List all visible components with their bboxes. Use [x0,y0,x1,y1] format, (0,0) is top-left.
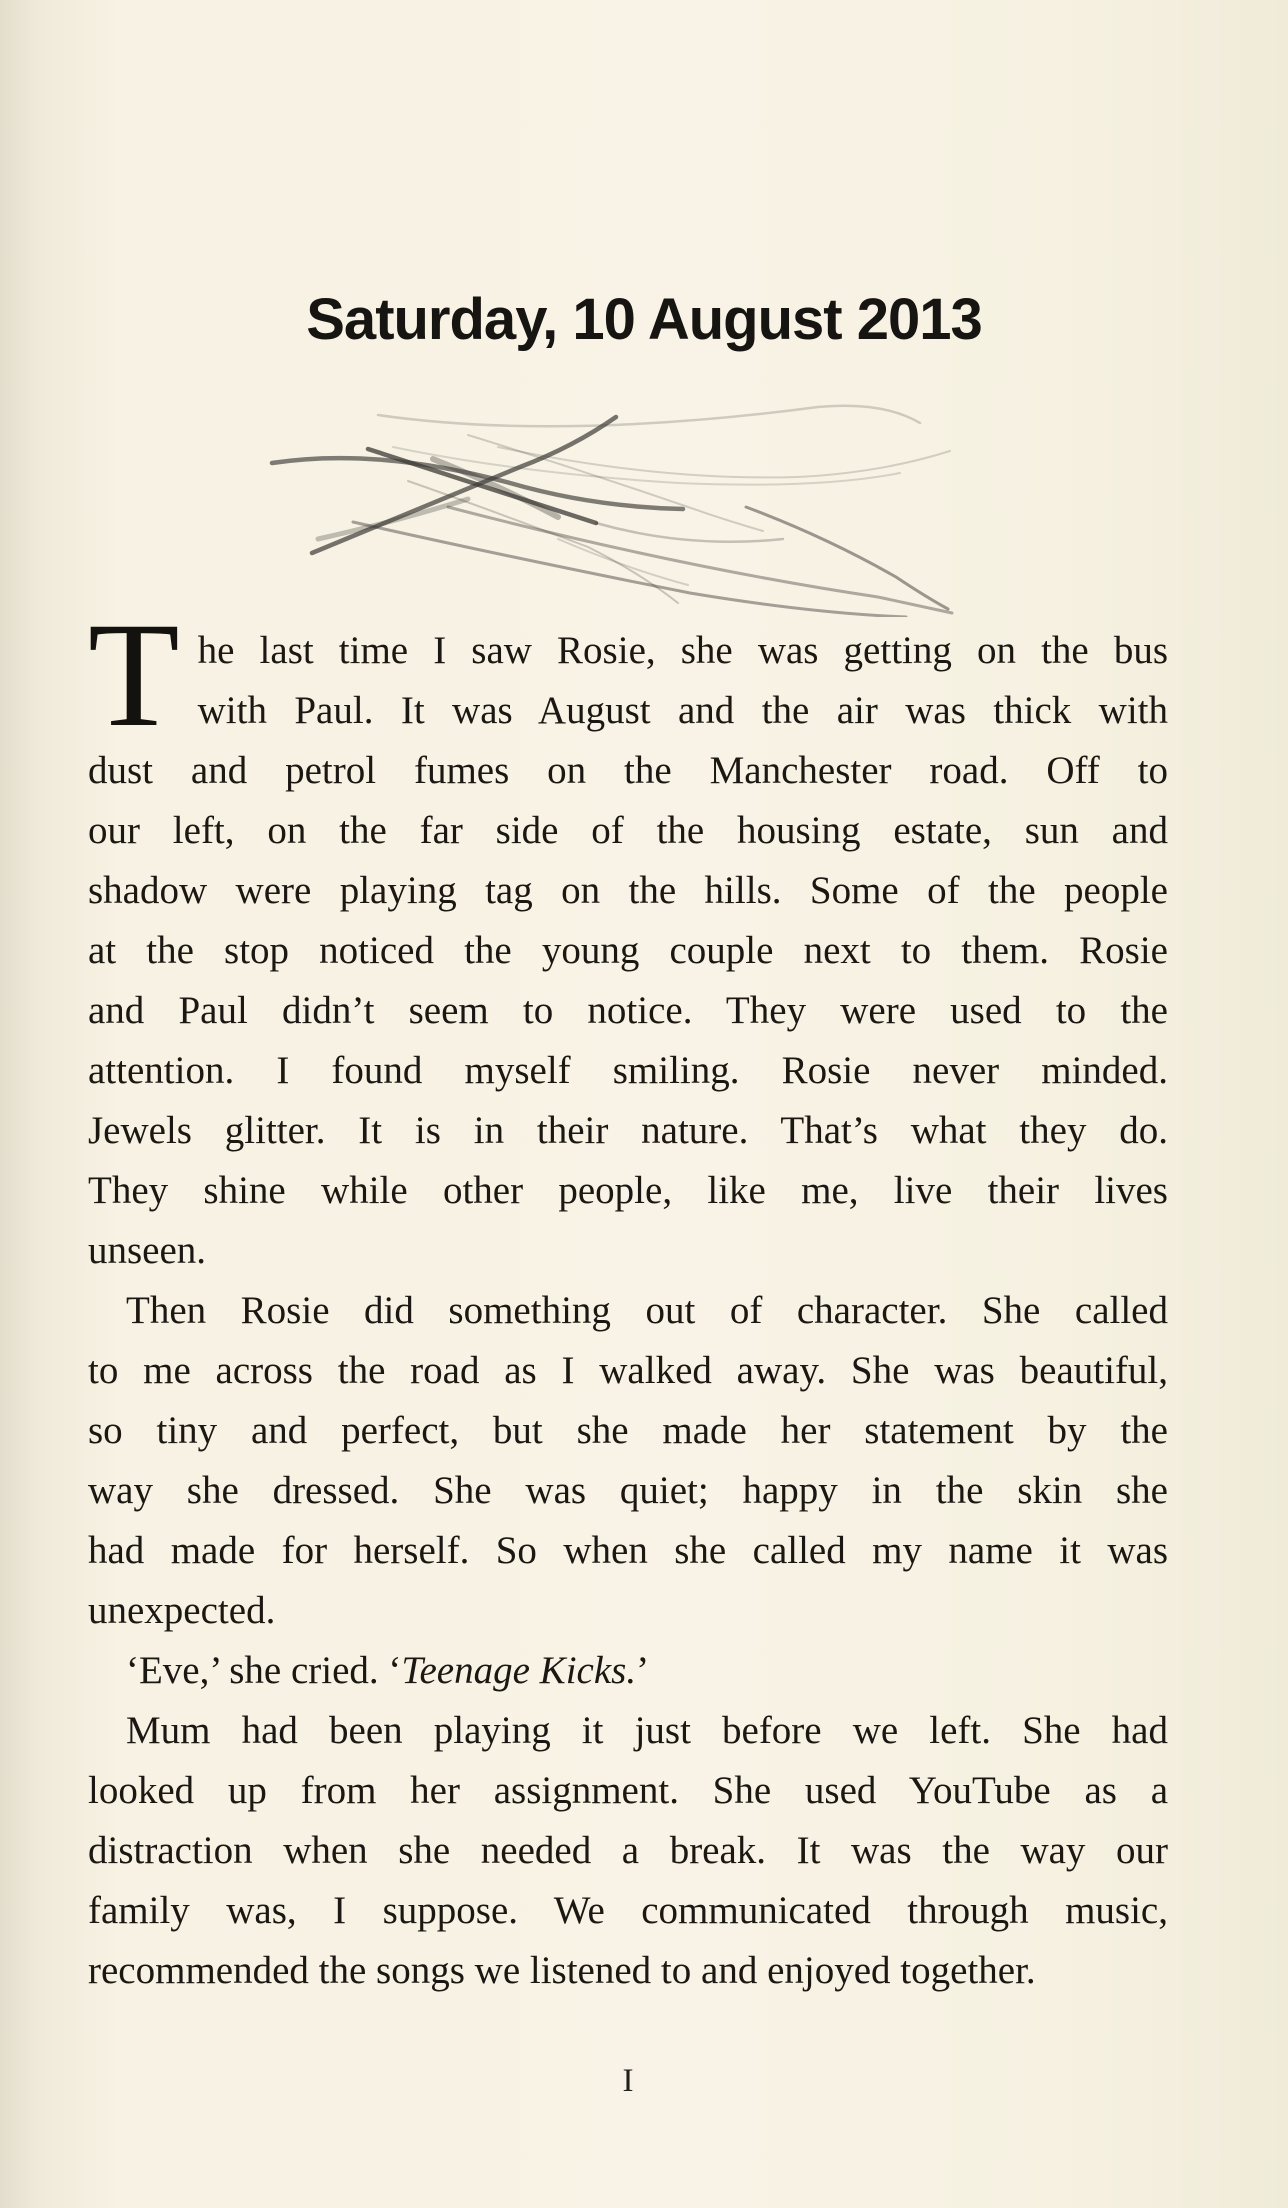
paragraph [88,1701,1168,2001]
text-line [88,741,1168,801]
text-segment: with Paul. It was August and the air was thick with [197,689,1168,732]
text-line [88,921,1168,981]
text-line [88,801,1168,861]
text-line [88,1701,1168,1761]
text-segment: ‘Eve,’ she cried. ‘ [126,1649,402,1692]
text-line [88,1761,1168,1821]
text-segment: Then Rosie did something out of character. She called [126,1289,1168,1332]
paragraph [88,1281,1168,1641]
text-line [88,681,1168,741]
text-line [88,1221,1168,1281]
text-line [88,1941,1168,2001]
text-segment: he last time I saw Rosie, she was getting on the bus [197,629,1168,672]
text-line [88,621,1168,681]
text-segment: at the stop noticed the young couple next to them. Rosie [88,929,1168,972]
text-line [88,861,1168,921]
text-segment: attention. I found myself smiling. Rosie never minded. [88,1049,1168,1092]
drop-cap: T [88,592,180,758]
text-segment: our left, on the far side of the housing estate, sun and [88,809,1168,852]
text-line [88,1881,1168,1941]
text-segment: recommended the songs we listened to and enjoyed together. [88,1949,1036,1992]
text-segment: to me across the road as I walked away. She was beautiful, [88,1349,1168,1392]
paragraph [88,1641,1168,1701]
text-segment: way she dressed. She was quiet; happy in the skin she [88,1469,1168,1512]
text-line [88,1521,1168,1581]
chapter-title: Saturday, 10 August 2013 [306,287,982,352]
text-line [88,1821,1168,1881]
text-segment: shadow were playing tag on the hills. Some of the people [88,869,1168,912]
text-line [88,981,1168,1041]
text-segment: family was, I suppose. We communicated through music, [88,1889,1168,1932]
text-segment: ’ [636,1649,650,1692]
text-line [88,1281,1168,1341]
text-segment: looked up from her assignment. She used YouTube as a [88,1769,1168,1812]
body-text [88,592,1168,2001]
text-line [88,1581,1168,1641]
text-segment: so tiny and perfect, but she made her statement by the [88,1409,1168,1452]
text-line [88,1161,1168,1221]
text-segment: distraction when she needed a break. It was the way our [88,1829,1168,1872]
text-line [88,1641,1168,1701]
illustration-container [258,389,958,617]
text-line [88,1401,1168,1461]
text-line [88,1461,1168,1521]
paragraph [88,592,1168,1281]
text-line [88,1341,1168,1401]
text-segment: They shine while other people, like me, live their lives [88,1169,1168,1212]
text-segment: had made for herself. So when she called my name it was [88,1529,1168,1572]
pencil-scribble-illustration [258,389,958,617]
text-segment: Mum had been playing it just before we left. She had [126,1709,1168,1752]
song-title-italic: Teenage Kicks. [401,1649,637,1692]
text-segment: and Paul didn’t seem to notice. They were used to the [88,989,1168,1032]
text-line [88,1041,1168,1101]
text-segment: unseen. [88,1229,207,1272]
text-line [88,1101,1168,1161]
text-segment: unexpected. [88,1589,276,1632]
page-number: I [622,2063,634,2099]
text-segment: dust and petrol fumes on the Manchester road. Off to [88,749,1168,792]
text-segment: Jewels glitter. It is in their nature. That’s what they do. [88,1109,1168,1152]
